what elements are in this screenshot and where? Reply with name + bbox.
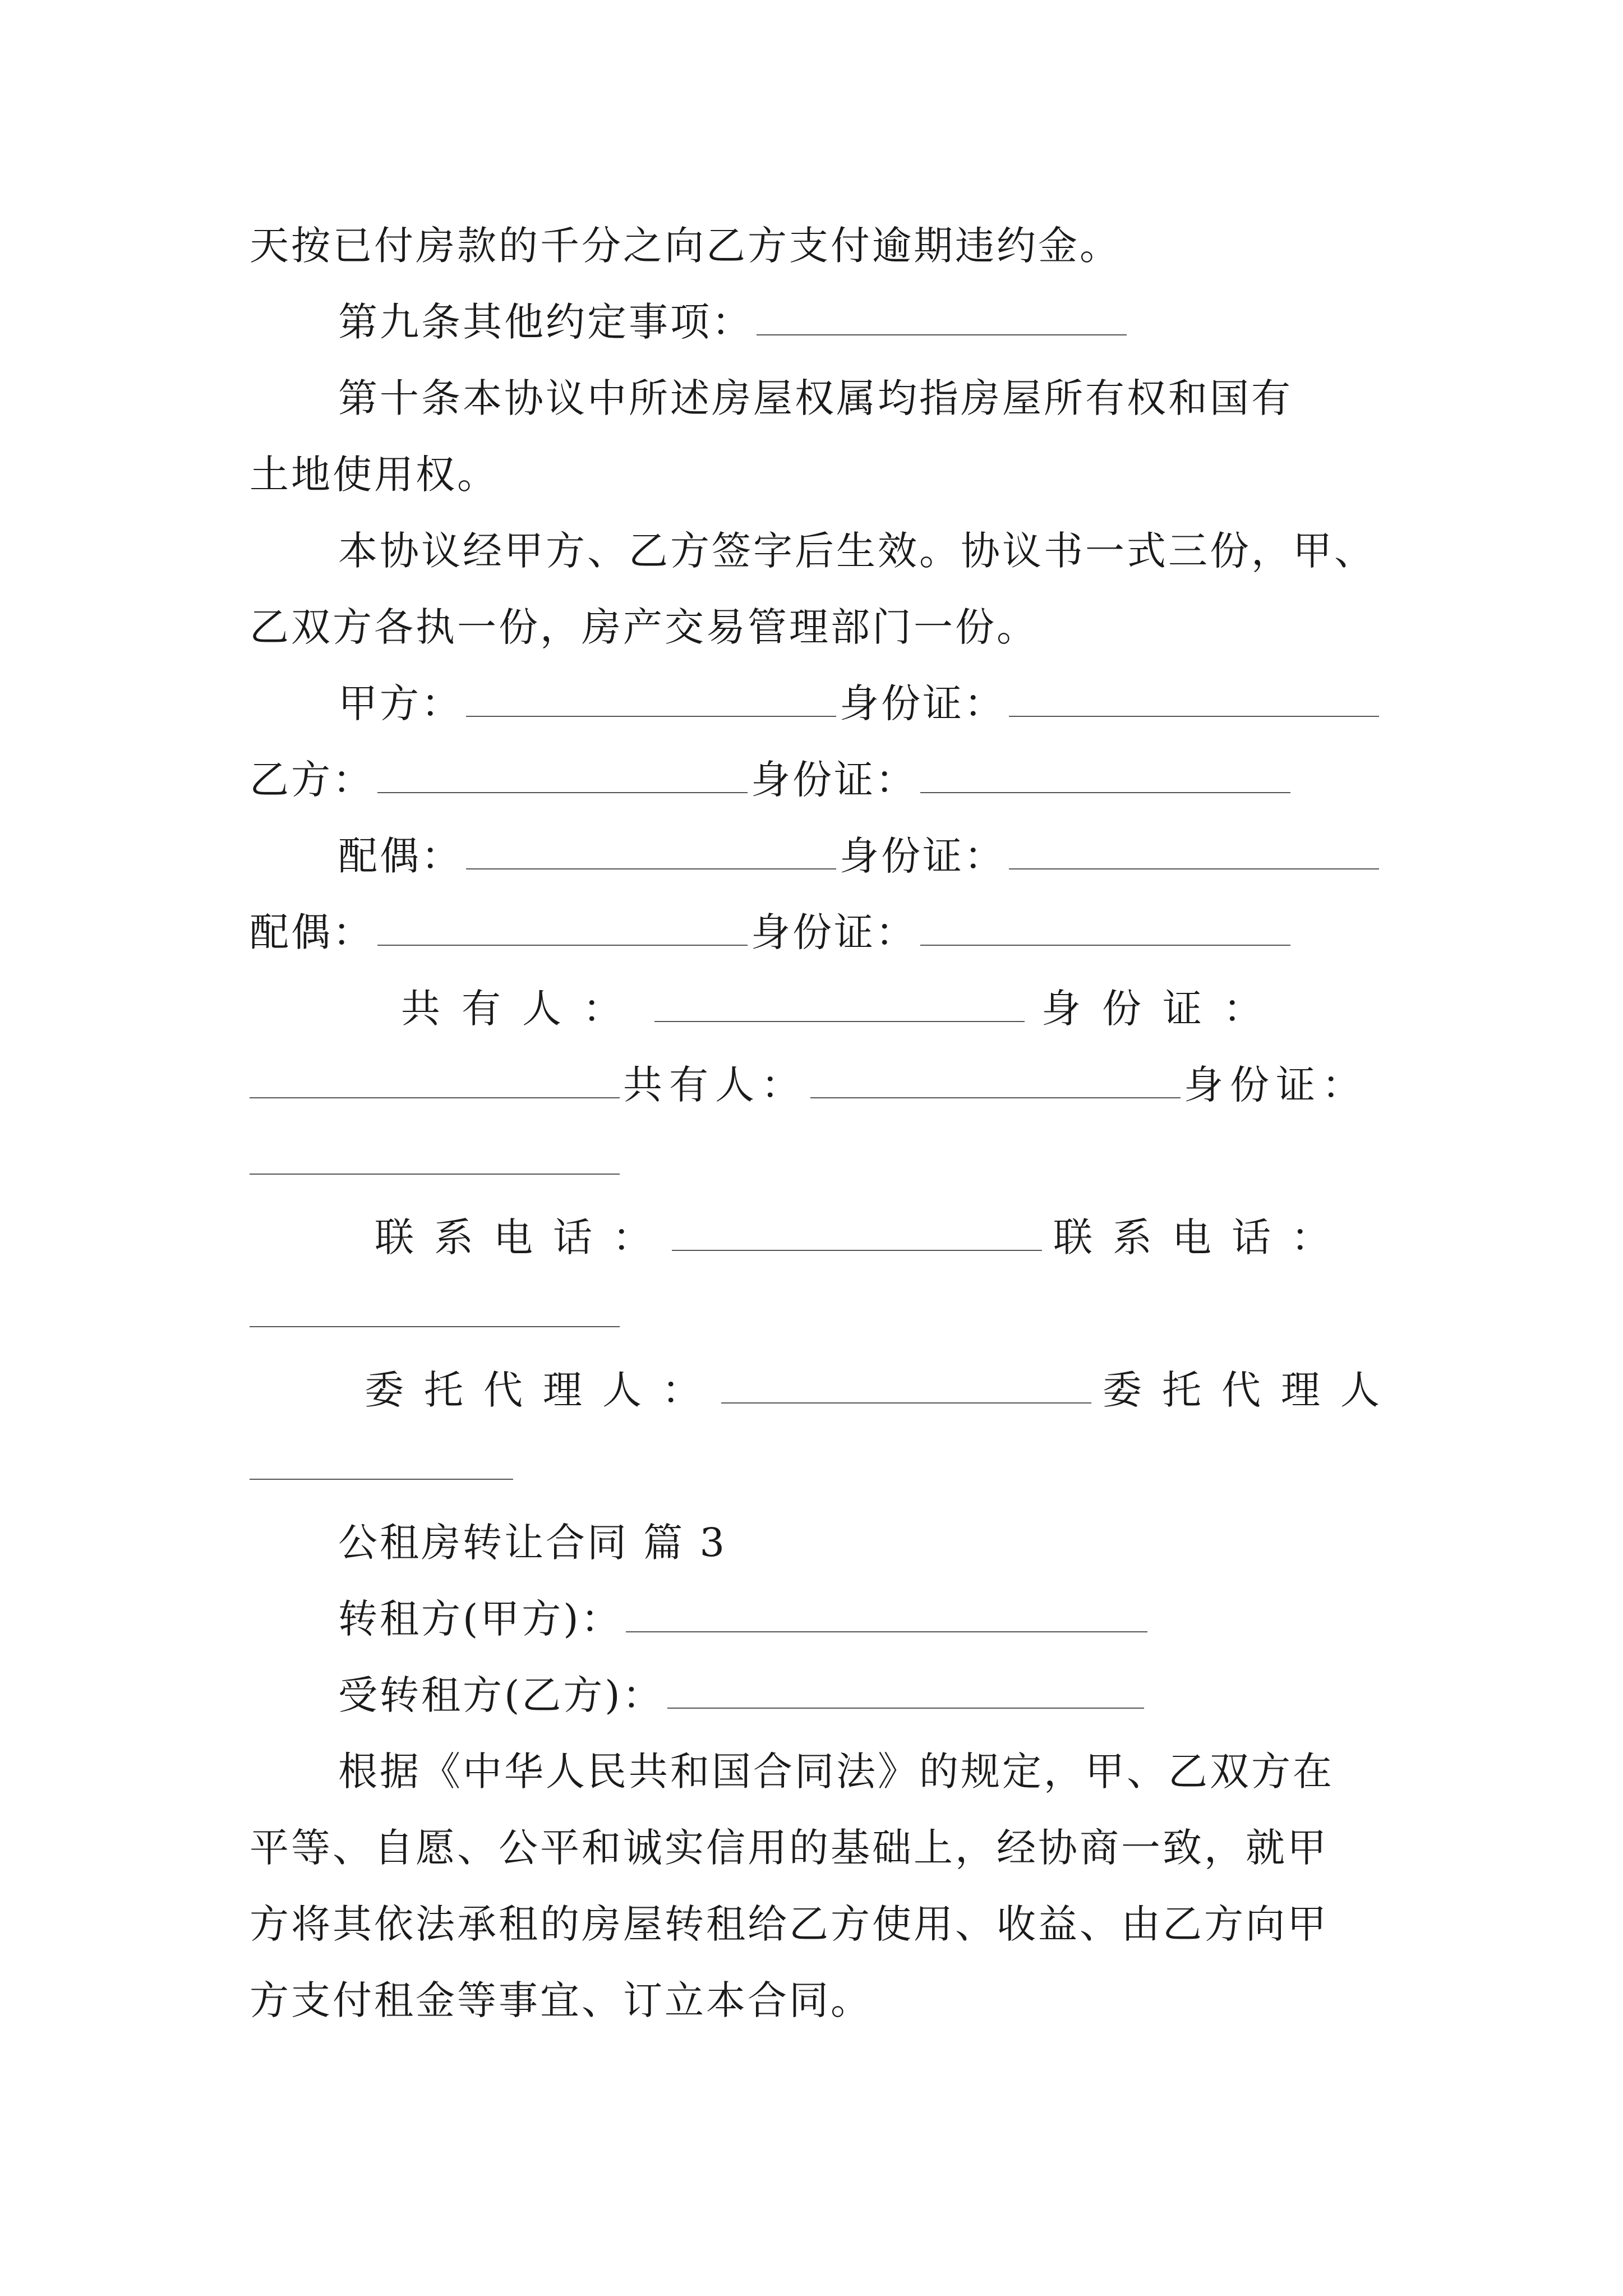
phone-label: 联系电话： — [375, 1214, 672, 1260]
co-owner-a-blank[interactable] — [654, 982, 1025, 1022]
id-card-label: 身份证： — [1041, 986, 1284, 1032]
co-owner-b-blank[interactable] — [810, 1058, 1181, 1098]
text-line: 乙双方各执一份，房产交易管理部门一份。 — [250, 604, 1038, 650]
spouse-label: 配偶： — [338, 833, 463, 879]
text-line: 天按已付房款的千分之向乙方支付逾期违约金。 — [250, 223, 1121, 269]
phone-a-blank[interactable] — [672, 1211, 1042, 1251]
co-owner-b-id-blank[interactable] — [250, 1134, 620, 1175]
phone-b-blank[interactable] — [250, 1287, 620, 1327]
party-a-label: 甲方： — [338, 680, 463, 726]
co-owner-a-id-blank[interactable] — [250, 1058, 620, 1098]
agent-a-blank[interactable] — [721, 1363, 1091, 1404]
sublessee-blank[interactable] — [667, 1668, 1144, 1709]
paragraph-line: 方支付租金等事宜、订立本合同。 — [250, 1977, 872, 2023]
co-owner-b-line — [250, 1047, 1391, 1123]
sublessor-line — [338, 1581, 1391, 1657]
spouse-a-blank[interactable] — [466, 829, 836, 869]
agent-b-blank[interactable] — [250, 1439, 513, 1480]
paragraph-line: 根据《中华人民共和国合同法》的规定，甲、乙双方在 — [338, 1749, 1334, 1795]
party-b-line — [250, 742, 1391, 818]
party-b-label: 乙方： — [250, 757, 374, 803]
sublessee-label: 受转租方(乙方)： — [338, 1672, 664, 1718]
spouse-b-id-blank[interactable] — [920, 905, 1290, 946]
text-line: 土地使用权。 — [250, 452, 499, 498]
paragraph-line: 平等、自愿、公平和诚实信用的基础上，经协商一致，就甲 — [250, 1825, 1329, 1871]
id-card-label: 身份证： — [1184, 1062, 1368, 1108]
clause-9-line — [338, 284, 1391, 360]
co-owner-a-line — [401, 970, 1368, 1047]
party-a-line — [338, 665, 1391, 742]
agent-line — [365, 1352, 1400, 1428]
spouse-label: 配偶： — [250, 909, 374, 955]
id-card-label: 身份证： — [751, 909, 917, 955]
party-a-id-blank[interactable] — [1009, 677, 1379, 717]
sublessee-line — [338, 1657, 1391, 1733]
party-b-id-blank[interactable] — [920, 753, 1290, 793]
other-terms-blank[interactable] — [757, 295, 1127, 335]
phone-b-line — [250, 1276, 1391, 1352]
phone-line — [375, 1199, 1368, 1276]
paragraph-line: 方将其依法承租的房屋转租给乙方使用、收益、由乙方向甲 — [250, 1901, 1329, 1947]
text-line: 本协议经甲方、乙方签字后生效。协议书一式三份，甲、 — [338, 528, 1376, 574]
sublessor-label: 转租方(甲方)： — [338, 1596, 623, 1642]
clause-9-label: 第九条其他约定事项： — [338, 299, 753, 345]
spouse-b-blank[interactable] — [377, 905, 748, 946]
party-b-blank[interactable] — [377, 753, 748, 793]
spouse-b-line — [250, 894, 1391, 970]
co-owner-label: 共有人： — [623, 1062, 807, 1108]
id-card-label: 身份证： — [840, 833, 1006, 879]
id-card-label: 身份证： — [840, 680, 1006, 726]
clause-10-line: 第十条本协议中所述房屋权属均指房屋所有权和国有 — [338, 375, 1293, 421]
phone-label: 联系电话： — [1053, 1214, 1350, 1260]
section-title: 公租房转让合同 篇 3 — [338, 1520, 727, 1566]
party-a-blank[interactable] — [466, 677, 836, 717]
co-owner-b-id-line — [250, 1123, 1391, 1199]
sublessor-blank[interactable] — [626, 1592, 1147, 1632]
agent-label-plain: 委托代理人 — [1103, 1367, 1400, 1413]
co-owner-label: 共有人： — [401, 986, 643, 1032]
spouse-a-id-blank[interactable] — [1009, 829, 1379, 869]
agent-b-line — [250, 1428, 1391, 1504]
agent-label: 委托代理人： — [365, 1367, 721, 1413]
spouse-a-line — [338, 818, 1391, 894]
id-card-label: 身份证： — [751, 757, 917, 803]
